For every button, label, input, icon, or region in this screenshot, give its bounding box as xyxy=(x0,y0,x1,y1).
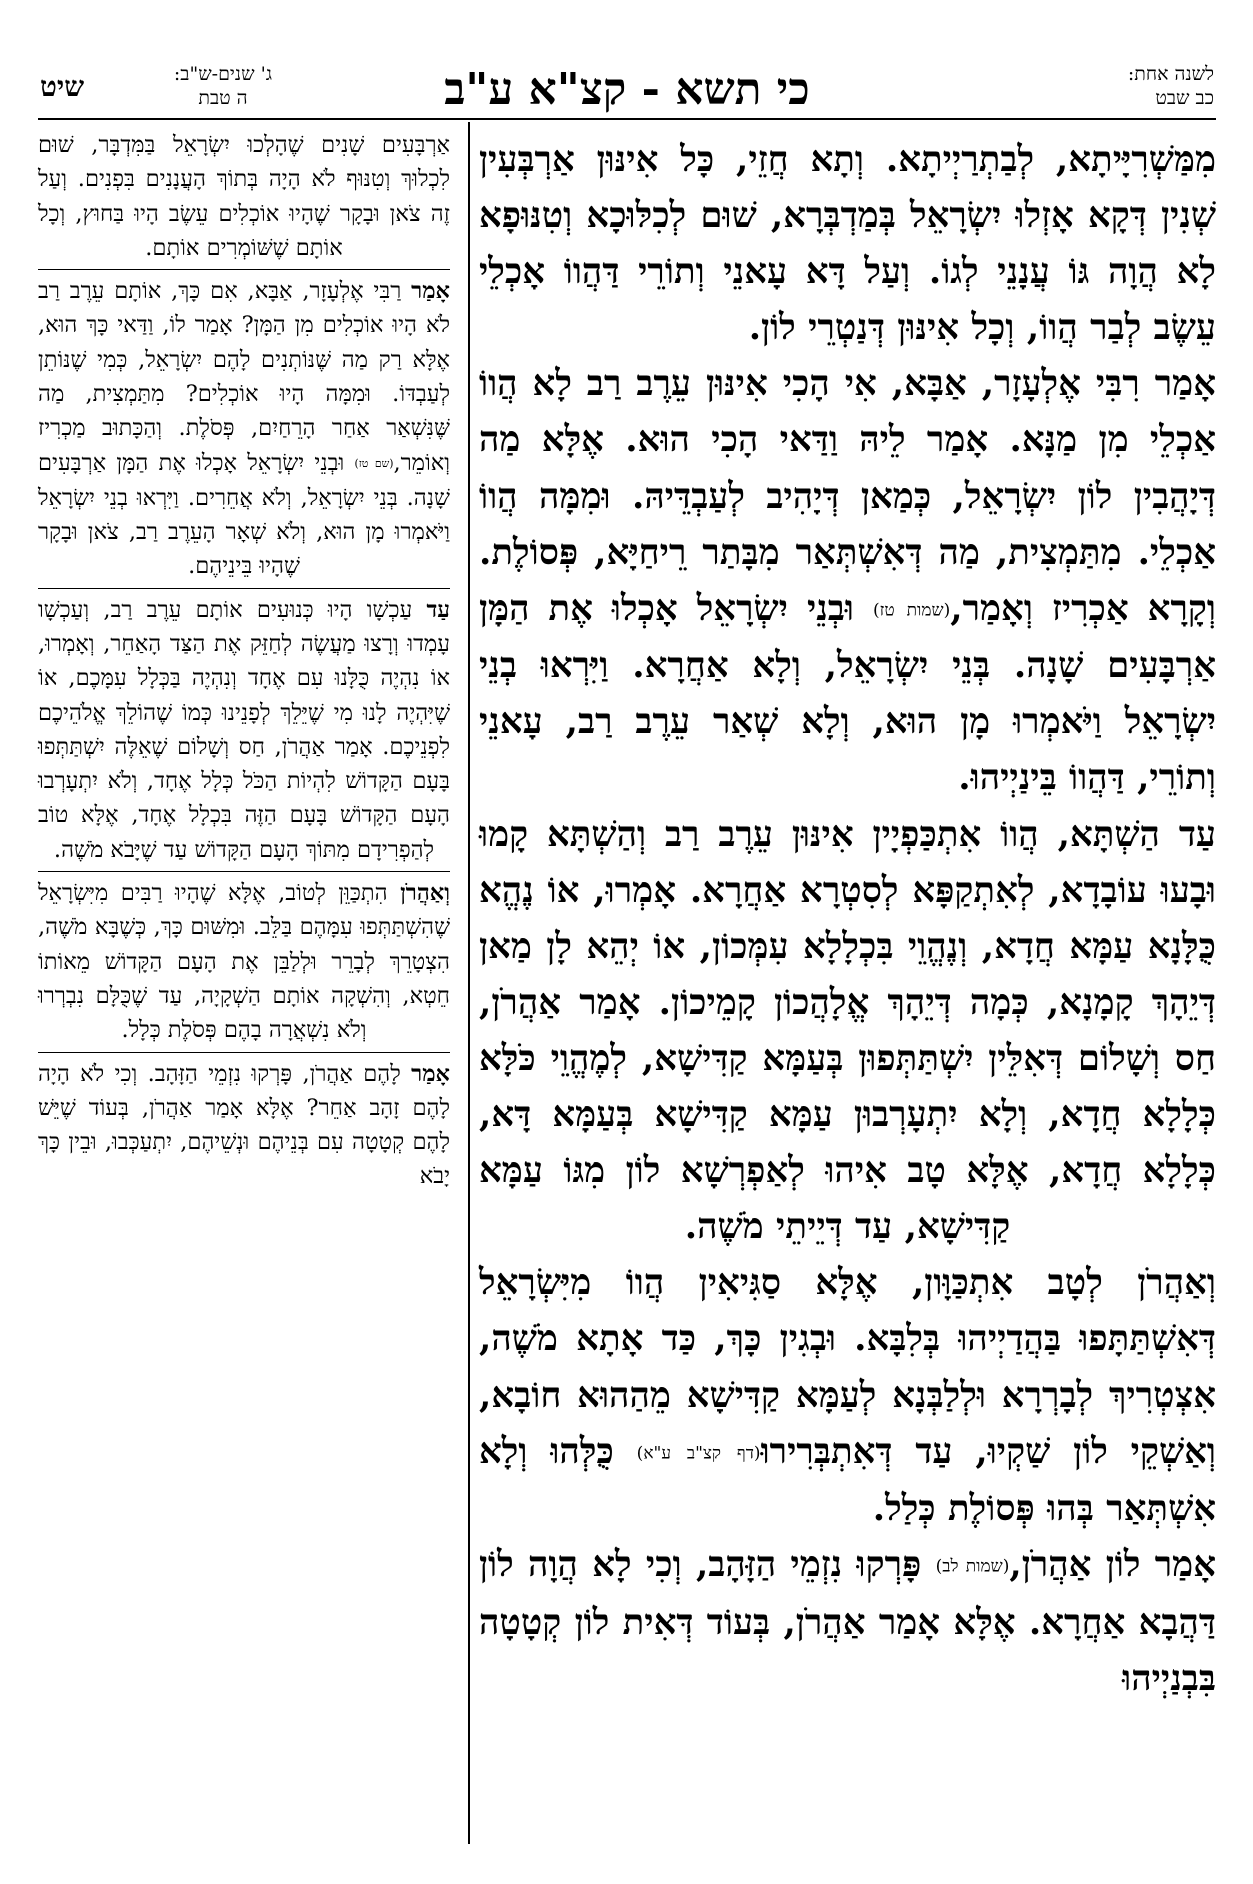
page-title: כי תשא - קצ"א ע"ב xyxy=(444,64,810,115)
page-header xyxy=(38,56,1216,120)
main-paragraph: וְאַהֲרֹן לְטָב אִתְכַּוָּון, אֶלָּא סַגִּיאִין הֲווֹ מִיִּשְׂרָאֵל דְּאִשְׁתַּתָּפוּ בַּהֲדַיְיהוּ בְּלִבָּא. וּבְגִין כָּךְ, כַּד אָתָא מֹשֶׁה, אִצְטְרִיךְ לְבָרְרָא וּלְלַבְּנָא לְעַמָּא קַדִּישָׁא מֵהַהוּא חוֹבָא, וְאַשְׁקֵי לוֹן שַׁקְיוּ, עַד דְּאִתְבְּרִירוּ(דף קצ"ב ע"א) כֻּלְּהוּ וְלָא אִשְׁתְּאַר בְּהוּ פְּסוֹלֶת כְּלַל. xyxy=(479,1262,1217,1530)
side-paragraph: אָמַר רַבִּי אֶלְעָזָר, אַבָּא, אִם כָּךְ, אוֹתָם עֵרֶב רַב לֹא הָיוּ אוֹכְלִים מִן הַמָּן? אָמַר לוֹ, וַדַּאי כָּךְ הוּא, אֶלָּא רַק מַה שֶּׁנּוֹתְנִים לָהֶם יִשְׂרָאֵל, כְּמִי שֶׁנּוֹתֵן לְעַבְדּוֹ. וּמִמָּה הָיוּ אוֹכְלִים? מִתַּמְצִית, מַה שֶּׁנִּשְׁאַר אַחַר הָרֵחַיִם, פְּסֹלֶת. וְהַכָּתוּב מַכְרִיז וְאוֹמֵר,(שם טז) וּבְנֵי יִשְׂרָאֵל אָכְלוּ אֶת הַמָּן אַרְבָּעִים שָׁנָה. בְּנֵי יִשְׂרָאֵל, וְלֹא אֲחֵרִים. וַיִּרְאוּ בְנֵי יִשְׂרָאֵל וַיֹּאמְרוּ מָן הוּא, וְלֹא שְׁאָר הָעֵרֶב רַב, צֹאן וּבָקָר שֶׁהָיוּ בֵּינֵיהֶם. xyxy=(38,278,450,580)
paragraph-separator xyxy=(38,269,450,270)
schedule-label: ג' שנים-ש"ב: xyxy=(173,63,273,85)
paragraph-separator xyxy=(38,871,450,872)
schedule-date: ה טבת xyxy=(198,87,248,109)
schedule-date: כב שבט xyxy=(1155,87,1214,109)
main-text-column xyxy=(479,132,1216,1707)
side-paragraph: עַד עַכְשָׁו הָיוּ כְּנוּעִים אוֹתָם עֵרֶב רַב, וְעַכְשָׁו עָמְדוּ וְרָצוּ מַעֲשֶׂה לְחַזֵּק אֶת הַצַּד הָאַחֵר, וְאָמְרוּ, אוֹ נִהְיֶה כֻּלָּנוּ עִם אֶחָד וְנִהְיֶה בַּכְּלָל עִמָּכֶם, אוֹ שֶׁיִּהְיֶה לָנוּ מִי שֶׁיֵּלֵךְ לְפָנֵינוּ כְּמוֹ שֶׁהוֹלֵךְ אֱלֹהֵיכֶם לִפְנֵיכֶם. אָמַר אַהֲרֹן, חַס וְשָׁלוֹם שֶׁאֵלֶּה יִשְׁתַּתְּפוּ בָּעָם הַקָּדוֹשׁ לִהְיוֹת הַכֹּל כְּלָל אֶחָד, וְלֹא יִתְעָרְבוּ הָעָם הַקָּדוֹשׁ בָּעָם הַזֶּה בִּכְלָל אֶחָד, אֶלָּא טוֹב לְהַפְרִידָם מִתּוֹךְ הָעָם הַקָּדוֹשׁ עַד שֶׁיָּבֹא מֹשֶׁה. xyxy=(38,596,450,863)
paragraph-lead-word: וְאַהֲרֹן xyxy=(400,880,450,907)
verse-reference: (שם טז) xyxy=(354,456,394,470)
page-reference: (דף קצ"ב ע"א) xyxy=(636,1443,761,1464)
translation-column xyxy=(38,128,450,1196)
side-paragraph: וְאַהֲרֹן הִתְכַּוֵּן לְטוֹב, אֶלָּא שֶׁהָיוּ רַבִּים מִיִּשְׂרָאֵל שֶׁהִשְׁתַּתְּפוּ עִמָּהֶם בַּלֵּב. וּמִשּׁוּם כָּךְ, כְּשֶׁבָּא מֹשֶׁה, הִצְטָרֵךְ לְבָרֵר וּלְלַבֵּן אֶת הָעָם הַקָּדוֹשׁ מֵאוֹתוֹ חֵטְא, וְהִשְׁקָה אוֹתָם הַשְׁקָיָה, עַד שֶׁכֻּלָּם נִבְרְרוּ וְלֹא נִשְׁאֲרָה בָהֶם פְּסֹלֶת כְּלָל. xyxy=(38,880,450,1044)
verse-reference: (שמות טז) xyxy=(872,600,951,621)
paragraph-lead-word: אָמַר xyxy=(411,278,450,305)
paragraph-lead-word: עַד xyxy=(1178,813,1216,855)
main-paragraph: עַד הַשְׁתָּא, הֲווֹ אִתְכַּפְיָין אִינּוּן עֵרֶב רַב וְהַשְׁתָּא קָמוּ וּבָעוּ עוֹבָדָא, לְאִתְקַפָּא לְסִטְרָא אַחֲרָא. אָמְרוּ, אוֹ נֶהֱא כֻּלָּנָא עַמָּא חֲדָא, וְנֶהֱוֵי בִּכְלָלָא עִמְּכוֹן, אוֹ יְהֵא לָן מַאן דְּיֵהָךְ קָמָנָא, כְּמָה דְּיֵהָךְ אֱלָהֲכוֹן קָמֵיכוֹן. אָמַר אַהֲרֹן, חַס וְשָׁלוֹם דְּאִלֵּין יִשְׁתַּתְּפוּן בְּעַמָּא קַדִּישָׁא, לְמֶהֱוֵי כֹּלָּא כְּלָלָא חֲדָא, וְלָא יִתְעָרְבוּן עַמָּא קַדִּישָׁא בְּעַמָּא דָּא, כְּלָלָא חֲדָא, אֶלָּא טָב אִיהוּ לְאַפְרְשָׁא לוֹן מִגּוֹ עַמָּא קַדִּישָׁא, עַד דְּיֵיתֵי מֹשֶׁה. xyxy=(479,813,1216,1248)
side-paragraph: אַרְבָּעִים שָׁנִים שֶׁהָלְכוּ יִשְׂרָאֵל בַּמִּדְבָּר, שׁוּם לִכְלוּךְ וְטִנּוּף לֹא הָיָה בְּתוֹךְ הָעֲנָנִים בִּפְנִים. וְעַל זֶה צֹאן וּבָקָר שֶׁהָיוּ אוֹכְלִים עֵשֶׂב הָיוּ בַּחוּץ, וְכָל אוֹתָם שֶׁשּׁוֹמְרִים אוֹתָם. xyxy=(38,132,450,261)
paragraph-separator xyxy=(38,1052,450,1053)
paragraph-separator xyxy=(38,588,450,589)
main-paragraph: אָמַר לוֹן אַהֲרֹן,(שמות לב) פָּרְקוּ נִזְמֵי הַזָּהָב, וְכִי לָא הֲוָה לוֹן דַּהֲבָא אַחֲרָא. אֶלָּא אָמַר אַהֲרֹן, בְּעוֹד דְּאִית לוֹן קְטָטָה בִּבְנַיְיהוּ xyxy=(479,1544,1216,1699)
paragraph-lead-word: אָמַר xyxy=(1154,363,1216,405)
daily-schedule-three-years xyxy=(133,62,313,110)
verse-reference: (שמות לב) xyxy=(935,1556,1010,1577)
paragraph-lead-word: אָמַר xyxy=(411,1060,450,1087)
column-divider xyxy=(468,122,470,1844)
page-number: שיט xyxy=(40,70,85,103)
daily-schedule-one-year xyxy=(1084,62,1214,110)
paragraph-lead-word: אָמַר xyxy=(1154,1544,1216,1586)
paragraph-lead-word: וְאַהֲרֹן xyxy=(1137,1262,1216,1304)
main-paragraph: אָמַר רִבִּי אֶלְעָזָר, אַבָּא, אִי הָכִי אִינּוּן עֵרֶב רַב לָא הֲווֹ אַכְלֵי מִן מַנָּא. אָמַר לֵיהּ וַדַּאי הָכִי הוּא. אֶלָּא מַה דְּיָהֲבִין לוֹן יִשְׂרָאֵל, כְּמַאן דְּיָהִיב לְעַבְדֵּיהּ. וּמִמָּה הֲווֹ אַכְלֵי. מִתַּמְצִית, מַה דְּאִשְׁתְּאַר מִבָּתַר רֵיחַיָּא, פְּסוֹלֶת. וְקָרָא אַכְרִיז וְאָמַר,(שמות טז) וּבְנֵי יִשְׂרָאֵל אָכְלוּ אֶת הַמָּן אַרְבָּעִים שָׁנָה. בְּנֵי יִשְׂרָאֵל, וְלָא אַחֲרָא. וַיִּרְאוּ בְנֵי יִשְׂרָאֵל וַיֹּאמְרוּ מָן הוּא, וְלָא שְׁאַר עֵרֶב רַב, עָאנֵי וְתוֹרֵי, דַּהֲווֹ בֵּינַיְיהוּ. xyxy=(479,363,1216,799)
main-paragraph: מִמַּשְׁרִיָּיתָא, לְבַתְרַיְיתָא. וְתָא חֲזֵי, כָּל אִינּוּן אַרְבְּעִין שְׁנִין דְּקָא אָזְלוּ יִשְׂרָאֵל בְּמַדְבְּרָא, שׁוּם לְכִלּוּכָא וְטִנּוּפָא לָא הֲוָה גּוֹ עֲנָנֵי לְגוֹ. וְעַל דָּא עָאנֵי וְתוֹרֵי דַּהֲווֹ אָכְלֵי עֵשֶׂב לְבַר הֲווֹ, וְכָל אִינּוּן דְּנַטְרֵי לוֹן. xyxy=(479,139,1216,349)
schedule-label: לשנה אחת: xyxy=(1127,63,1214,85)
side-paragraph: אָמַר לָהֶם אַהֲרֹן, פָּרְקוּ נִזְמֵי הַזָּהָב. וְכִי לֹא הָיָה לָהֶם זָהָב אַחֵר? אֶלָּא אָמַר אַהֲרֹן, בְּעוֹד שֶׁיֵּשׁ לָהֶם קְטָטָה עִם בְּנֵיהֶם וּנְשֵׁיהֶם, יִתְעַכְּבוּ, וּבֵין כָּךְ יָבֹא xyxy=(38,1060,450,1190)
paragraph-lead-word: עַד xyxy=(426,596,450,623)
